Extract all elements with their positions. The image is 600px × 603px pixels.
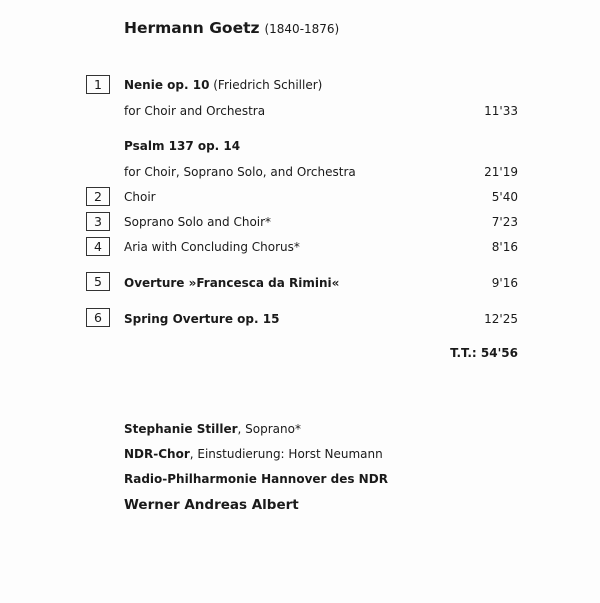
total-time [450,346,518,360]
track-2-time: 5'40 [491,190,518,204]
track-1-subtitle: for Choir and Orchestra [124,104,266,118]
composer-dates: (1840-1876) [264,22,340,36]
track-6-title: Spring Overture op. 15 [124,312,280,326]
performer-soloist-role: , Soprano* [237,422,301,436]
track-5-title: Overture »Francesca da Rimini« [124,276,340,290]
composer-name: Hermann Goetz [124,19,260,37]
track-2-title: Choir [124,190,156,204]
track-number-2: 2 [86,187,110,206]
track-3-time: 7'23 [491,215,518,229]
track-number-4: 4 [86,237,110,256]
track-1-title-note: (Friedrich Schiller) [209,78,323,92]
track-number-6: 6 [86,308,110,327]
track-3-title: Soprano Solo and Choir* [124,215,272,229]
performer-orchestra [124,472,388,486]
track-4-time: 8'16 [491,240,518,254]
track-6-time: 12'25 [484,312,518,326]
performer-choir [124,447,383,461]
track-1-title-main: Nenie op. 10 [124,78,210,92]
performer-conductor [124,497,299,513]
performer-choir-name: NDR-Chor [124,447,190,461]
track-1-title [124,78,322,92]
performer-orchestra-name: Radio-Philharmonie Hannover des NDR [124,472,388,486]
total-time-value: 54'56 [480,346,518,360]
performer-choir-role: , Einstudierung: Horst Neumann [189,447,383,461]
track-number-1: 1 [86,75,110,94]
performer-conductor-name: Werner Andreas Albert [124,497,299,513]
psalm-time: 21'19 [484,165,518,179]
track-1-time: 11'33 [484,104,518,118]
performer-soloist [124,422,301,436]
performer-soloist-name: Stephanie Stiller [124,422,238,436]
track-4-title: Aria with Concluding Chorus* [124,240,300,254]
track-5-time: 9'16 [491,276,518,290]
composer-heading [124,19,339,37]
track-number-5: 5 [86,272,110,291]
psalm-title: Psalm 137 op. 14 [124,139,241,153]
total-time-label: T.T.: [450,346,477,360]
psalm-subtitle: for Choir, Soprano Solo, and Orchestra [124,165,356,179]
track-number-3: 3 [86,212,110,231]
